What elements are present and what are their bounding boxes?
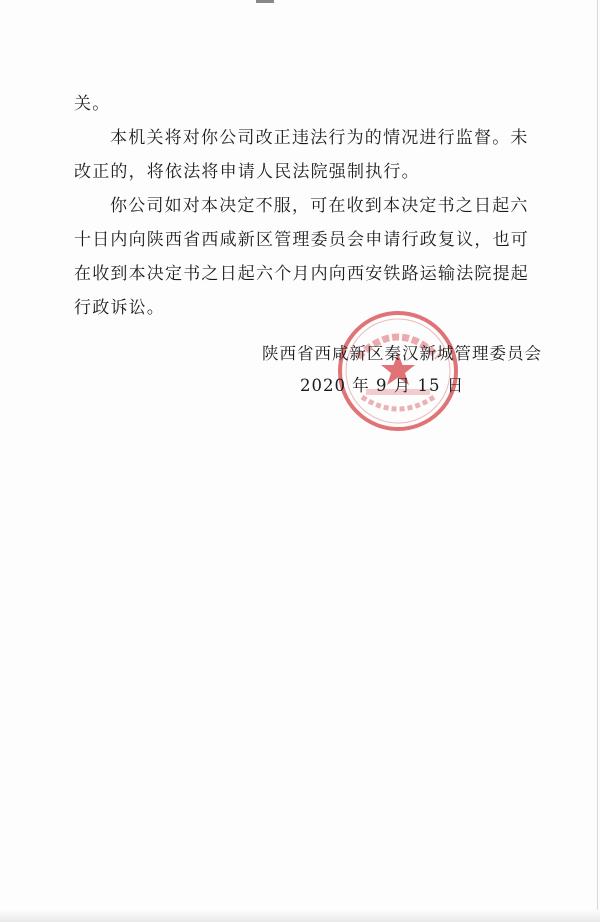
page-bottom-edge (0, 910, 600, 922)
signature-block (262, 338, 542, 402)
opening-fragment: 关。 (74, 94, 111, 114)
issue-date: 2020 年 9 月 15 日 (300, 376, 465, 395)
supervision-paragraph: 本机关将对你公司改正违法行为的情况进行监督。未改正的，将依法将申请人民法院强制执行。 (74, 128, 529, 182)
page-edge (597, 0, 598, 922)
document-body (74, 87, 534, 325)
scan-artifact (256, 0, 274, 3)
appeal-paragraph: 你公司如对本决定不服，可在收到本决定书之日起六十日内向陕西省西咸新区管理委员会申请行政复议，也可在收到本决定书之日起六个月内向西安铁路运输法院提起行政诉讼。 (74, 196, 529, 318)
issuer-name: 陕西省西咸新区秦汉新城管理委员会 (262, 344, 542, 363)
